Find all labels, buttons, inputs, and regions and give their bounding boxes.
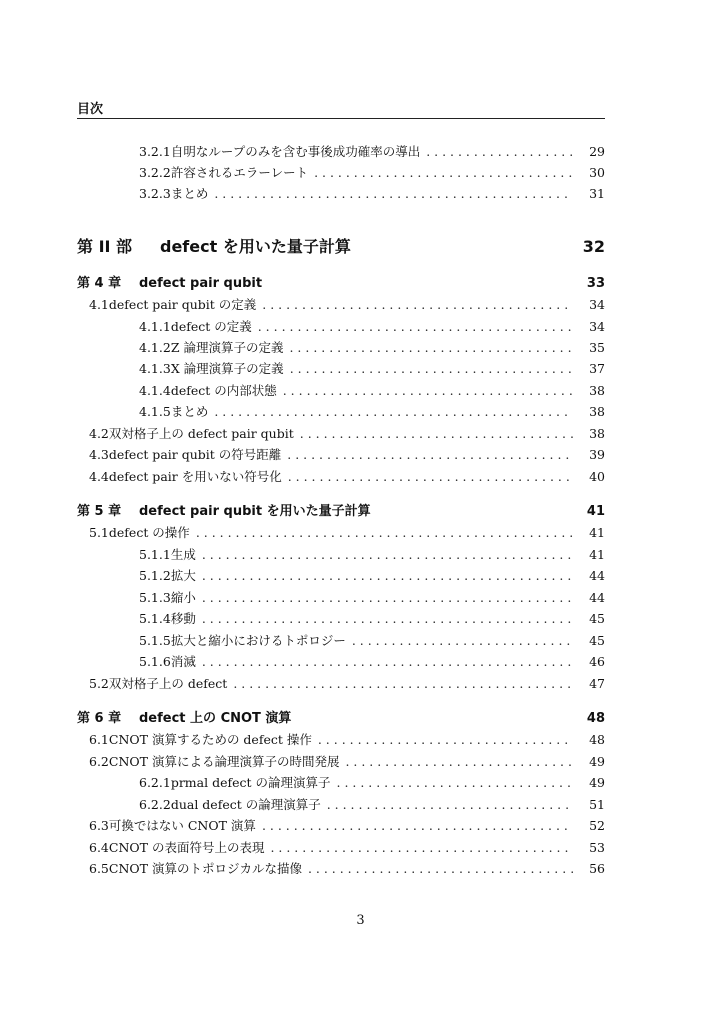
entry-title: defect pair を用いない符号化: [108, 469, 282, 484]
leader-dots: [262, 295, 573, 315]
toc-entry[interactable]: [139, 381, 605, 401]
entry-title: CNOT 演算するための defect 操作: [108, 732, 312, 747]
toc-entry[interactable]: [77, 752, 605, 772]
entry-title: 拡大: [170, 568, 196, 583]
leader-dots: [287, 445, 573, 465]
chapter-page: 48: [586, 711, 605, 726]
entry-number: 4.1.4: [139, 383, 171, 398]
toc-entry[interactable]: [77, 523, 605, 543]
header-title: 目次: [77, 102, 104, 117]
entry-number: 6.2: [89, 754, 109, 769]
chapter-heading[interactable]: [77, 708, 605, 730]
entry-number: 5.2: [89, 676, 109, 691]
part-page: 32: [582, 237, 605, 256]
entry-page: 52: [589, 818, 605, 833]
part-heading[interactable]: [77, 234, 605, 260]
entry-title: defect pair qubit の符号距離: [108, 447, 282, 462]
entry-title: 生成: [170, 547, 196, 562]
chapter-title: defect pair qubit を用いた量子計算: [139, 504, 371, 519]
toc-entry[interactable]: [139, 609, 605, 629]
entry-number: 6.3: [89, 818, 109, 833]
entry-page: 35: [589, 340, 605, 355]
leader-dots: [283, 381, 573, 401]
entry-page: 49: [589, 775, 605, 790]
entry-number: 6.4: [89, 840, 109, 855]
toc-entry[interactable]: [139, 163, 605, 183]
entry-title: dual defect の論理演算子: [170, 797, 321, 812]
toc-entry[interactable]: [139, 317, 605, 337]
entry-title: 縮小: [170, 590, 196, 605]
toc-entry[interactable]: [139, 402, 605, 422]
toc-entry[interactable]: [139, 184, 605, 204]
entry-title: X 論理演算子の定義: [170, 361, 284, 376]
toc-entry[interactable]: [77, 838, 605, 858]
toc-entry[interactable]: [77, 467, 605, 487]
leader-dots: [202, 609, 573, 629]
entry-number: 4.2: [89, 426, 109, 441]
leader-dots: [270, 838, 573, 858]
toc-entry[interactable]: [139, 588, 605, 608]
toc-entry[interactable]: [77, 730, 605, 750]
chapter-number: 第 4 章: [77, 276, 122, 291]
entry-title: prmal defect の論理演算子: [170, 775, 331, 790]
entry-page: 44: [589, 590, 605, 605]
entry-page: 56: [589, 861, 605, 876]
leader-dots: [258, 317, 573, 337]
entry-page: 51: [589, 797, 605, 812]
leader-dots: [262, 816, 573, 836]
toc-entry[interactable]: [77, 674, 605, 694]
entry-page: 38: [589, 383, 605, 398]
leader-dots: [202, 545, 573, 565]
entry-number: 6.1: [89, 732, 109, 747]
leader-dots: [214, 402, 573, 422]
chapter-page: 41: [586, 504, 605, 519]
leader-dots: [233, 674, 573, 694]
toc-entry[interactable]: [139, 142, 605, 162]
entry-page: 34: [589, 297, 605, 312]
entry-number: 4.1.1: [139, 319, 171, 334]
part-title: defect を用いた量子計算: [160, 237, 351, 256]
chapter-number: 第 6 章: [77, 711, 122, 726]
leader-dots: [352, 631, 573, 651]
entry-number: 5.1.5: [139, 633, 171, 648]
leader-dots: [289, 338, 573, 358]
entry-title: 拡大と縮小におけるトポロジー: [170, 633, 346, 648]
entry-number: 3.2.2: [139, 165, 171, 180]
entry-number: 5.1.4: [139, 611, 171, 626]
toc-entry[interactable]: [139, 566, 605, 586]
chapter-title: defect 上の CNOT 演算: [139, 711, 292, 726]
leader-dots: [300, 424, 573, 444]
toc-entry[interactable]: [139, 631, 605, 651]
entry-title: 双対格子上の defect: [108, 676, 228, 691]
toc-entry[interactable]: [77, 816, 605, 836]
entry-page: 37: [589, 361, 605, 376]
entry-title: 消滅: [170, 654, 196, 669]
entry-title: まとめ: [170, 404, 209, 419]
entry-number: 4.1.2: [139, 340, 171, 355]
chapter-title: defect pair qubit: [139, 276, 263, 291]
entry-title: 双対格子上の defect pair qubit: [108, 426, 294, 441]
toc-entry[interactable]: [77, 295, 605, 315]
leader-dots: [214, 184, 573, 204]
entry-title: defect の操作: [108, 525, 190, 540]
toc-entry[interactable]: [139, 545, 605, 565]
entry-page: 47: [589, 676, 605, 691]
entry-page: 41: [589, 525, 605, 540]
leader-dots: [202, 588, 573, 608]
entry-title: 移動: [170, 611, 196, 626]
entry-title: 許容されるエラーレート: [170, 165, 309, 180]
leader-dots: [327, 795, 573, 815]
entry-page: 48: [589, 732, 605, 747]
entry-title: 自明なループのみを含む事後成功確率の導出: [170, 144, 421, 159]
entry-page: 44: [589, 568, 605, 583]
toc-entry[interactable]: [139, 652, 605, 672]
entry-number: 4.3: [89, 447, 109, 462]
leader-dots: [314, 163, 573, 183]
entry-title: defect の定義: [170, 319, 252, 334]
page-number: 3: [356, 913, 365, 928]
entry-title: CNOT 演算のトポロジカルな描像: [108, 861, 302, 876]
leader-dots: [426, 142, 573, 162]
entry-title: Z 論理演算子の定義: [170, 340, 284, 355]
entry-number: 6.5: [89, 861, 109, 876]
entry-number: 4.4: [89, 469, 109, 484]
chapter-page: 33: [586, 276, 605, 291]
entry-page: 45: [589, 633, 605, 648]
toc-entry[interactable]: [77, 424, 605, 444]
entry-title: defect pair qubit の定義: [108, 297, 257, 312]
entry-page: 29: [589, 144, 605, 159]
leader-dots: [345, 752, 573, 772]
part-number: 第 II 部: [77, 237, 133, 256]
entry-page: 34: [589, 319, 605, 334]
toc-entry[interactable]: [77, 445, 605, 465]
entry-number: 5.1.1: [139, 547, 171, 562]
entry-number: 6.2.1: [139, 775, 171, 790]
entry-page: 31: [589, 186, 605, 201]
entry-page: 49: [589, 754, 605, 769]
leader-dots: [318, 730, 573, 750]
toc-entry[interactable]: [139, 773, 605, 793]
toc-entry[interactable]: [139, 359, 605, 379]
toc-entry[interactable]: [77, 859, 605, 879]
entry-number: 5.1: [89, 525, 109, 540]
chapter-heading[interactable]: [77, 501, 605, 523]
entry-page: 39: [589, 447, 605, 462]
entry-number: 4.1.3: [139, 361, 171, 376]
leader-dots: [288, 467, 573, 487]
leader-dots: [202, 566, 573, 586]
entry-title: まとめ: [170, 186, 209, 201]
entry-number: 3.2.1: [139, 144, 171, 159]
leader-dots: [202, 652, 573, 672]
entry-number: 4.1: [89, 297, 109, 312]
leader-dots: [196, 523, 573, 543]
chapter-number: 第 5 章: [77, 504, 122, 519]
entry-number: 5.1.2: [139, 568, 171, 583]
entry-page: 45: [589, 611, 605, 626]
entry-number: 4.1.5: [139, 404, 171, 419]
entry-number: 5.1.3: [139, 590, 171, 605]
leader-dots: [290, 359, 573, 379]
chapter-heading[interactable]: [77, 273, 605, 295]
entry-page: 38: [589, 404, 605, 419]
entry-title: 可換ではない CNOT 演算: [108, 818, 256, 833]
entry-page: 40: [589, 469, 605, 484]
entry-number: 6.2.2: [139, 797, 171, 812]
leader-dots: [337, 773, 574, 793]
toc-entry[interactable]: [139, 338, 605, 358]
entry-page: 38: [589, 426, 605, 441]
entry-page: 41: [589, 547, 605, 562]
leader-dots: [308, 859, 573, 879]
entry-number: 3.2.3: [139, 186, 171, 201]
entry-title: CNOT 演算による論理演算子の時間発展: [108, 754, 340, 769]
entry-page: 53: [589, 840, 605, 855]
entry-title: CNOT の表面符号上の表現: [108, 840, 265, 855]
entry-page: 30: [589, 165, 605, 180]
entry-page: 46: [589, 654, 605, 669]
toc-entry[interactable]: [139, 795, 605, 815]
entry-title: defect の内部状態: [170, 383, 277, 398]
entry-number: 5.1.6: [139, 654, 171, 669]
